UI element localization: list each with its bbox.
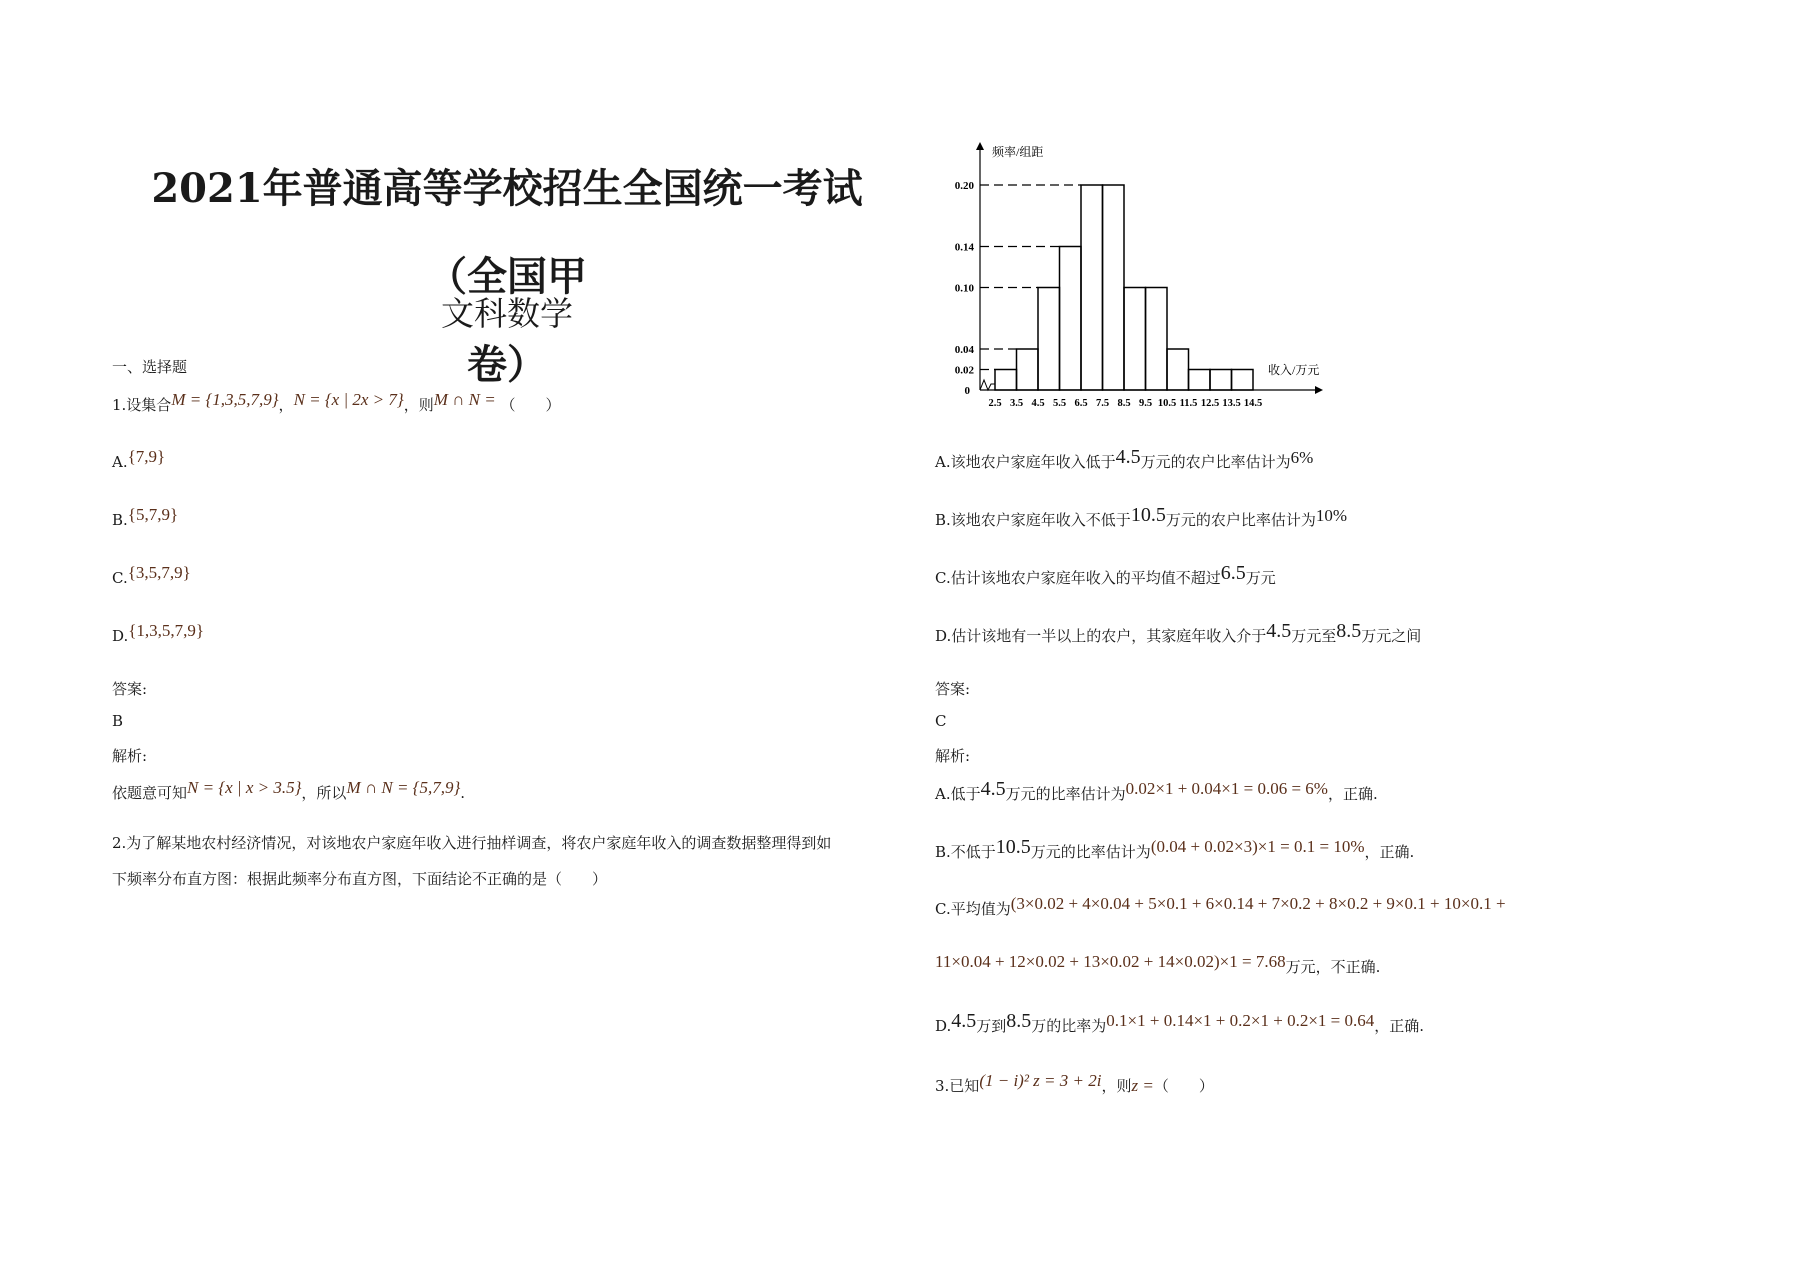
q1-n-set: N = {x | 2x > 7} bbox=[293, 390, 404, 409]
histogram-bar bbox=[1060, 247, 1082, 391]
math: (1 − i)² z = 3 + 2i bbox=[979, 1071, 1102, 1090]
math: N = {x | x > 3.5} bbox=[187, 778, 302, 797]
text: 3.已知 bbox=[935, 1077, 980, 1095]
q2-option-c bbox=[935, 562, 1276, 589]
q1-answer: B bbox=[112, 712, 124, 730]
histogram-bar bbox=[995, 370, 1017, 391]
number: 10.5 bbox=[1130, 504, 1166, 526]
x-tick-label: 8.5 bbox=[1117, 398, 1131, 409]
q2-option-d bbox=[935, 620, 1422, 647]
number: 6% bbox=[1290, 448, 1314, 467]
option-value: {3,5,7,9} bbox=[127, 563, 191, 582]
frequency-histogram bbox=[930, 140, 1330, 410]
histogram-bar bbox=[1146, 288, 1168, 391]
text: 万元的比率估计为 bbox=[1030, 843, 1151, 861]
text: B.不低于 bbox=[935, 843, 996, 861]
y-tick-label: 0.02 bbox=[954, 364, 974, 377]
q1-option-d bbox=[112, 621, 205, 646]
number: 4.5 bbox=[980, 778, 1006, 800]
option-label: B. bbox=[935, 511, 951, 529]
number: 4.5 bbox=[951, 1010, 977, 1032]
text: ，正确. bbox=[1364, 843, 1415, 861]
q2-analysis-label: 解析: bbox=[935, 747, 971, 765]
option-label: D. bbox=[935, 627, 952, 645]
number: 4.5 bbox=[1115, 446, 1141, 468]
math: (3×0.02 + 4×0.04 + 5×0.1 + 6×0.14 + 7×0.2 + 8×0.2 + 9×0.1 + 10×0.1 + bbox=[1010, 894, 1506, 913]
x-axis-arrow bbox=[1315, 386, 1323, 394]
y-tick-label: 0.04 bbox=[954, 344, 974, 356]
text: 该地农户家庭年收入不低于 bbox=[950, 511, 1131, 529]
histogram-bar bbox=[1081, 185, 1103, 390]
histogram-bar bbox=[1038, 288, 1060, 391]
text: ，则 bbox=[1101, 1077, 1132, 1095]
q2-option-a bbox=[935, 446, 1314, 473]
q1-then: ，则 bbox=[403, 396, 434, 414]
page-title bbox=[112, 145, 902, 409]
q1-m-set: M = {1,3,5,7,9} bbox=[171, 390, 279, 409]
text: 该地农户家庭年收入低于 bbox=[950, 453, 1116, 471]
histogram-bar bbox=[1124, 288, 1146, 391]
text: 万元 bbox=[1245, 569, 1276, 587]
text: 万元的农户比率估计为 bbox=[1165, 511, 1316, 529]
q1-option-b bbox=[112, 505, 179, 530]
q2-answer: C bbox=[935, 712, 947, 730]
text: 万元之间 bbox=[1361, 627, 1422, 645]
option-value: {7,9} bbox=[127, 447, 166, 466]
histogram-bar bbox=[1103, 185, 1125, 390]
x-tick-label: 10.5 bbox=[1157, 398, 1177, 409]
math: 11×0.04 + 12×0.02 + 13×0.02 + 14×0.02)×1 = 7.68 bbox=[935, 952, 1286, 971]
q1-analysis bbox=[112, 778, 466, 803]
page-subtitle: 文科数学 bbox=[441, 294, 573, 333]
number: 6.5 bbox=[1220, 562, 1246, 584]
q2-expl-c1 bbox=[935, 894, 1506, 919]
text: 估计该地有一半以上的农户，其家庭年收入介于 bbox=[951, 627, 1267, 645]
option-label: B. bbox=[112, 511, 128, 529]
math: 0.02×1 + 0.04×1 = 0.06 = 6% bbox=[1125, 779, 1328, 798]
histogram-bar bbox=[1017, 349, 1039, 390]
y-tick-label: 0.14 bbox=[954, 241, 974, 254]
text: . bbox=[460, 784, 466, 802]
y-axis-label: 频率/组距 bbox=[992, 145, 1044, 159]
x-tick-label: 11.5 bbox=[1179, 398, 1198, 409]
math: (0.04 + 0.02×3)×1 = 0.1 = 10% bbox=[1150, 837, 1365, 856]
math: 0.1×1 + 0.14×1 + 0.2×1 + 0.2×1 = 0.64 bbox=[1106, 1011, 1375, 1030]
histogram-bar bbox=[1232, 370, 1254, 391]
y-tick-label: 0.20 bbox=[954, 180, 974, 192]
text: 万元的比率估计为 bbox=[1005, 785, 1126, 803]
x-tick-label: 14.5 bbox=[1243, 398, 1263, 409]
q2-expl-d bbox=[935, 1010, 1425, 1037]
text: （ ） bbox=[1153, 1077, 1214, 1095]
y-tick-label: 0.10 bbox=[954, 282, 974, 295]
q1-analysis-label: 解析: bbox=[112, 747, 148, 765]
q1-prefix: 1.设集合 bbox=[112, 396, 172, 414]
x-tick-label: 12.5 bbox=[1200, 398, 1220, 409]
text: 万元的农户比率估计为 bbox=[1140, 453, 1291, 471]
y-axis-arrow bbox=[976, 142, 984, 150]
origin-label: 0 bbox=[964, 385, 970, 397]
option-label: A. bbox=[112, 453, 128, 471]
text: 万的比率为 bbox=[1031, 1017, 1107, 1035]
text: ，正确. bbox=[1327, 785, 1378, 803]
q1-expr: M ∩ N = bbox=[433, 390, 496, 409]
text: 依题意可知 bbox=[112, 784, 188, 802]
x-tick-label: 2.5 bbox=[988, 398, 1002, 409]
q1-stem bbox=[112, 390, 561, 415]
number: 10% bbox=[1315, 506, 1347, 525]
q1-option-a bbox=[112, 447, 166, 472]
q1-paren: （ ） bbox=[500, 396, 561, 414]
option-label: D. bbox=[112, 627, 129, 645]
text: 万元至 bbox=[1291, 627, 1337, 645]
number: 8.5 bbox=[1336, 620, 1362, 642]
title-line-2: 卷） bbox=[467, 341, 547, 388]
histogram-bar bbox=[1189, 370, 1211, 391]
option-label: C. bbox=[935, 569, 951, 587]
axis-break bbox=[980, 380, 995, 390]
q2-stem-line-2: 下频率分布直方图：根据此频率分布直方图，下面结论不正确的是（ ） bbox=[112, 870, 608, 888]
q1-option-c bbox=[112, 563, 191, 588]
math: z = bbox=[1131, 1076, 1154, 1095]
q2-option-b bbox=[935, 504, 1347, 531]
text: C.平均值为 bbox=[935, 900, 1011, 918]
x-tick-label: 5.5 bbox=[1052, 398, 1067, 409]
q3-stem bbox=[935, 1071, 1214, 1096]
option-label: A. bbox=[935, 453, 951, 471]
q2-answer-label: 答案: bbox=[935, 680, 971, 698]
text: ，正确. bbox=[1374, 1017, 1425, 1035]
x-axis-label: 收入/万元 bbox=[1268, 363, 1320, 377]
q1-answer-label: 答案: bbox=[112, 680, 148, 698]
math: M ∩ N = {5,7,9} bbox=[346, 778, 461, 797]
text: 估计该地农户家庭年收入的平均值不超过 bbox=[950, 569, 1221, 587]
text: D. bbox=[935, 1017, 952, 1035]
option-value: {5,7,9} bbox=[127, 505, 179, 524]
number: 10.5 bbox=[995, 836, 1031, 858]
histogram-bar bbox=[1210, 370, 1232, 391]
section-heading: 一、选择题 bbox=[112, 358, 188, 376]
q2-expl-b bbox=[935, 836, 1415, 863]
q2-expl-a bbox=[935, 778, 1378, 805]
q2-stem bbox=[112, 825, 907, 897]
q2-stem-line-1: 2.为了解某地农村经济情况，对该地农户家庭年收入进行抽样调查，将农户家庭年收入的调查数据整理得到如 bbox=[112, 834, 832, 852]
q1-sep: ， bbox=[278, 396, 294, 414]
x-tick-label: 6.5 bbox=[1074, 398, 1088, 409]
x-tick-label: 4.5 bbox=[1031, 398, 1045, 409]
text: ，所以 bbox=[301, 784, 347, 802]
number: 4.5 bbox=[1266, 620, 1292, 642]
x-tick-label: 13.5 bbox=[1222, 398, 1241, 409]
title-line-1: 2021年普通高等学校招生全国统一考试（全国甲 bbox=[151, 165, 863, 300]
q2-expl-c2 bbox=[935, 952, 1381, 977]
text: 万到 bbox=[976, 1017, 1007, 1035]
option-value: {1,3,5,7,9} bbox=[128, 621, 205, 640]
x-tick-label: 3.5 bbox=[1009, 398, 1024, 409]
histogram-bar bbox=[1167, 349, 1189, 390]
text: A.低于 bbox=[935, 785, 981, 803]
x-tick-label: 9.5 bbox=[1138, 398, 1153, 409]
number: 8.5 bbox=[1006, 1010, 1032, 1032]
x-tick-label: 7.5 bbox=[1095, 398, 1110, 409]
option-label: C. bbox=[112, 569, 128, 587]
text: 万元，不正确. bbox=[1285, 958, 1381, 976]
